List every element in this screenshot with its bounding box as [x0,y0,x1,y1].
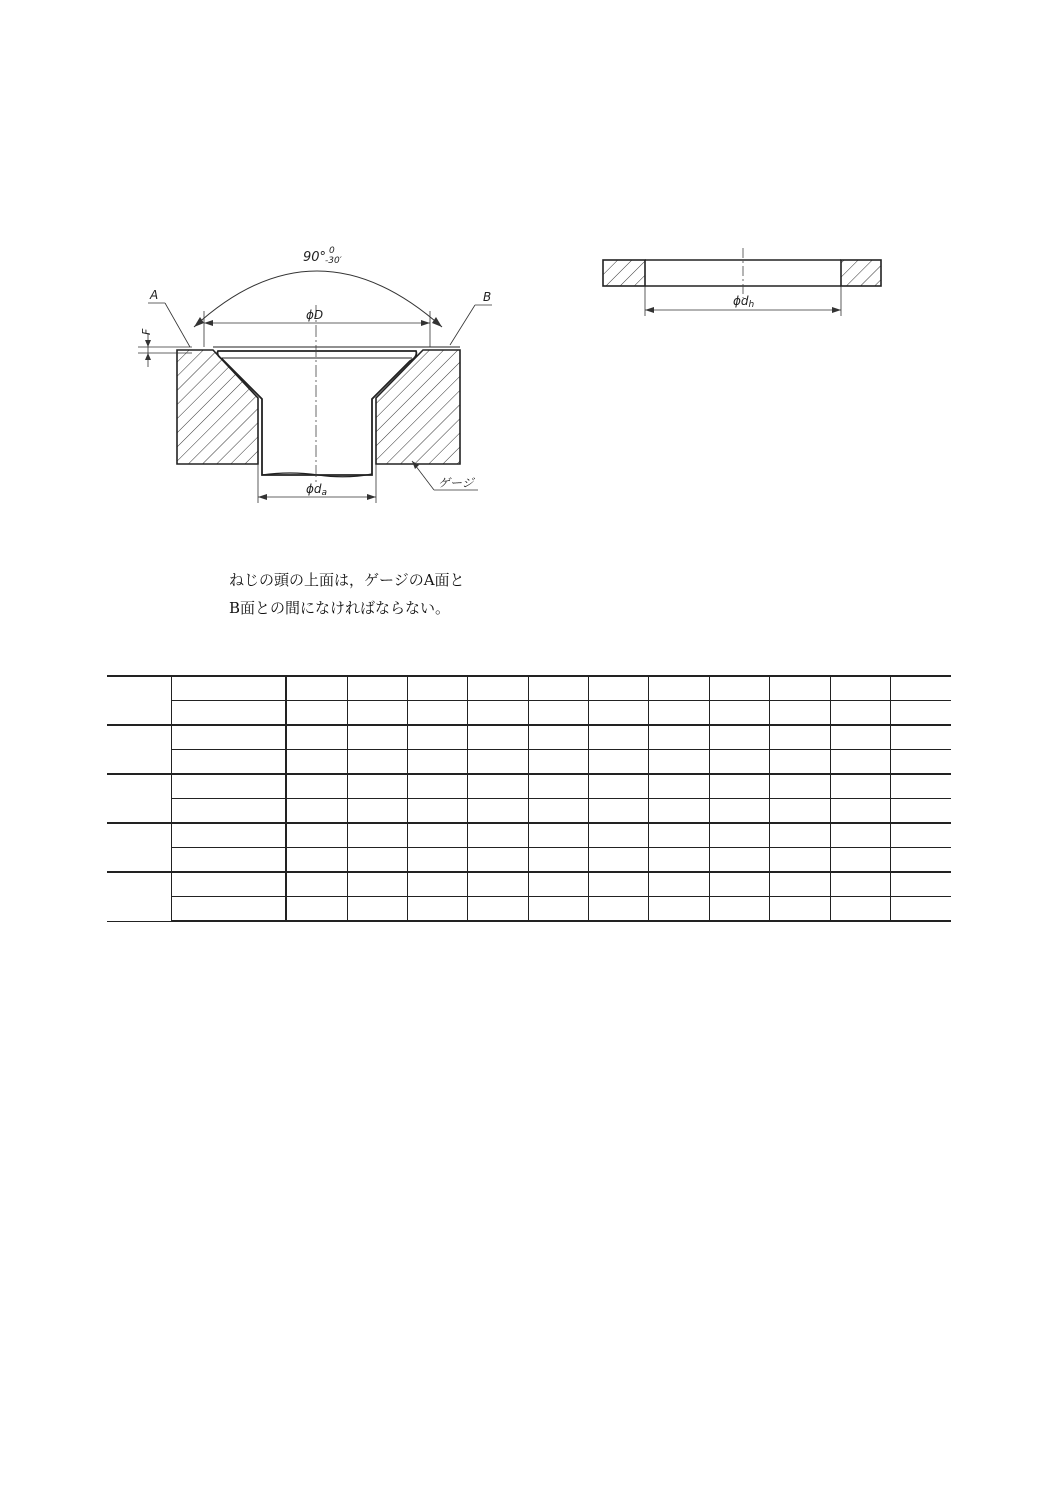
table-cell [467,872,528,897]
table-row [107,725,951,750]
table-cell [830,848,890,873]
table-row [107,750,951,775]
table-cell [890,774,951,799]
table-cell [830,676,890,701]
table-row [107,701,951,726]
table-cell [890,750,951,775]
table-cell [709,848,769,873]
table-cell [890,872,951,897]
table-cell [407,774,467,799]
table-cell [588,872,648,897]
table-cell [588,774,648,799]
table-cell [830,872,890,897]
table-cell [528,774,588,799]
table-cell [528,823,588,848]
table-cell [830,774,890,799]
table-cell [407,897,467,922]
table-cell [286,750,347,775]
table-cell [347,897,407,922]
table-cell [648,799,709,824]
table-cell [407,872,467,897]
table-row [107,774,951,799]
table-cell [769,823,830,848]
table-cell [286,872,347,897]
angle-tol-upper: 0 [329,246,335,256]
table-label-cell [171,848,286,873]
table-cell [890,676,951,701]
table-cell [890,701,951,726]
table-cell [890,848,951,873]
table-cell [286,676,347,701]
table-cell [890,897,951,922]
table-row [107,872,951,897]
dim-f-label: F [140,328,153,335]
dim-d-label: ϕD [306,308,324,322]
table-cell [648,676,709,701]
ring-section-drawing [595,240,895,330]
table-cell [890,725,951,750]
table-cell [769,676,830,701]
table-cell [830,799,890,824]
dim-dh-label: ϕdh [733,294,755,310]
table-cell [467,676,528,701]
table-cell [347,701,407,726]
table-group-cell [107,823,171,872]
table-cell [709,701,769,726]
table-cell [588,848,648,873]
table-cell [648,848,709,873]
table-cell [588,725,648,750]
table-cell [709,774,769,799]
table-cell [769,872,830,897]
face-b-label: B [483,290,492,304]
table-cell [407,799,467,824]
angle-tol-lower: -30′ [325,256,342,266]
table-cell [347,799,407,824]
face-a-label: A [150,288,159,302]
table-cell [528,848,588,873]
table-cell [467,725,528,750]
table-cell [890,799,951,824]
table-cell [588,750,648,775]
table-cell [830,823,890,848]
table-group-cell [107,774,171,823]
gauge-label: ゲージ [438,476,474,490]
table-cell [709,676,769,701]
table-cell [588,799,648,824]
table-cell [467,750,528,775]
table-cell [528,750,588,775]
table-cell [830,897,890,922]
table-cell [769,848,830,873]
ring-left-section [603,260,645,286]
table-cell [648,897,709,922]
table-cell [830,725,890,750]
table-cell [407,725,467,750]
table-group-cell [107,872,171,921]
table-cell [648,872,709,897]
table-cell [407,823,467,848]
table-cell [709,725,769,750]
table-label-cell [171,872,286,897]
note-line-1: ねじの頭の上面は，ゲージのA面と [229,571,465,589]
table-row [107,897,951,922]
table-cell [648,725,709,750]
table-label-cell [171,701,286,726]
table-label-cell [171,823,286,848]
dimension-table [107,675,951,922]
table-cell [467,848,528,873]
table-cell [648,774,709,799]
table-cell [467,823,528,848]
table-label-cell [171,774,286,799]
table-cell [286,774,347,799]
table-cell [407,848,467,873]
table-cell [769,701,830,726]
table-group-cell [107,725,171,774]
table-row [107,676,951,701]
ring-right-section [841,260,881,286]
table-cell [347,774,407,799]
table-cell [588,701,648,726]
table-cell [830,750,890,775]
table-cell [588,897,648,922]
table-label-cell [171,750,286,775]
table-cell [347,872,407,897]
table-cell [588,676,648,701]
table-cell [407,676,467,701]
table-row [107,823,951,848]
table-cell [286,701,347,726]
table-cell [528,725,588,750]
gauge-section-drawing [120,235,520,515]
table-row [107,799,951,824]
table-cell [347,848,407,873]
table-cell [709,750,769,775]
table-cell [769,897,830,922]
table-cell [528,676,588,701]
table-cell [709,799,769,824]
table-cell [286,725,347,750]
table-cell [286,897,347,922]
gauge-note [229,566,465,622]
table-cell [286,823,347,848]
angle-label: 90° [303,250,327,265]
table-cell [286,848,347,873]
table-cell [467,799,528,824]
table-cell [648,750,709,775]
table-label-cell [171,725,286,750]
table-label-cell [171,676,286,701]
table-cell [709,897,769,922]
table-cell [709,872,769,897]
table-label-cell [171,897,286,922]
table-cell [347,725,407,750]
table-cell [528,799,588,824]
table-cell [769,750,830,775]
table-cell [407,750,467,775]
table-cell [347,823,407,848]
table-cell [467,897,528,922]
table-group-cell [107,676,171,725]
table-cell [648,701,709,726]
table-cell [588,823,648,848]
table-cell [467,701,528,726]
table-cell [407,701,467,726]
table-label-cell [171,799,286,824]
table-cell [830,701,890,726]
table-cell [648,823,709,848]
table-cell [528,897,588,922]
table-cell [467,774,528,799]
table-cell [347,676,407,701]
dim-da-label: ϕda [306,482,328,498]
table-cell [769,725,830,750]
table-cell [528,701,588,726]
table-cell [528,872,588,897]
table-cell [769,774,830,799]
table-cell [286,799,347,824]
table-cell [709,823,769,848]
note-line-2: B面との間になければならない。 [229,599,451,617]
table-cell [769,799,830,824]
table-row [107,848,951,873]
table-cell [890,823,951,848]
table-cell [347,750,407,775]
